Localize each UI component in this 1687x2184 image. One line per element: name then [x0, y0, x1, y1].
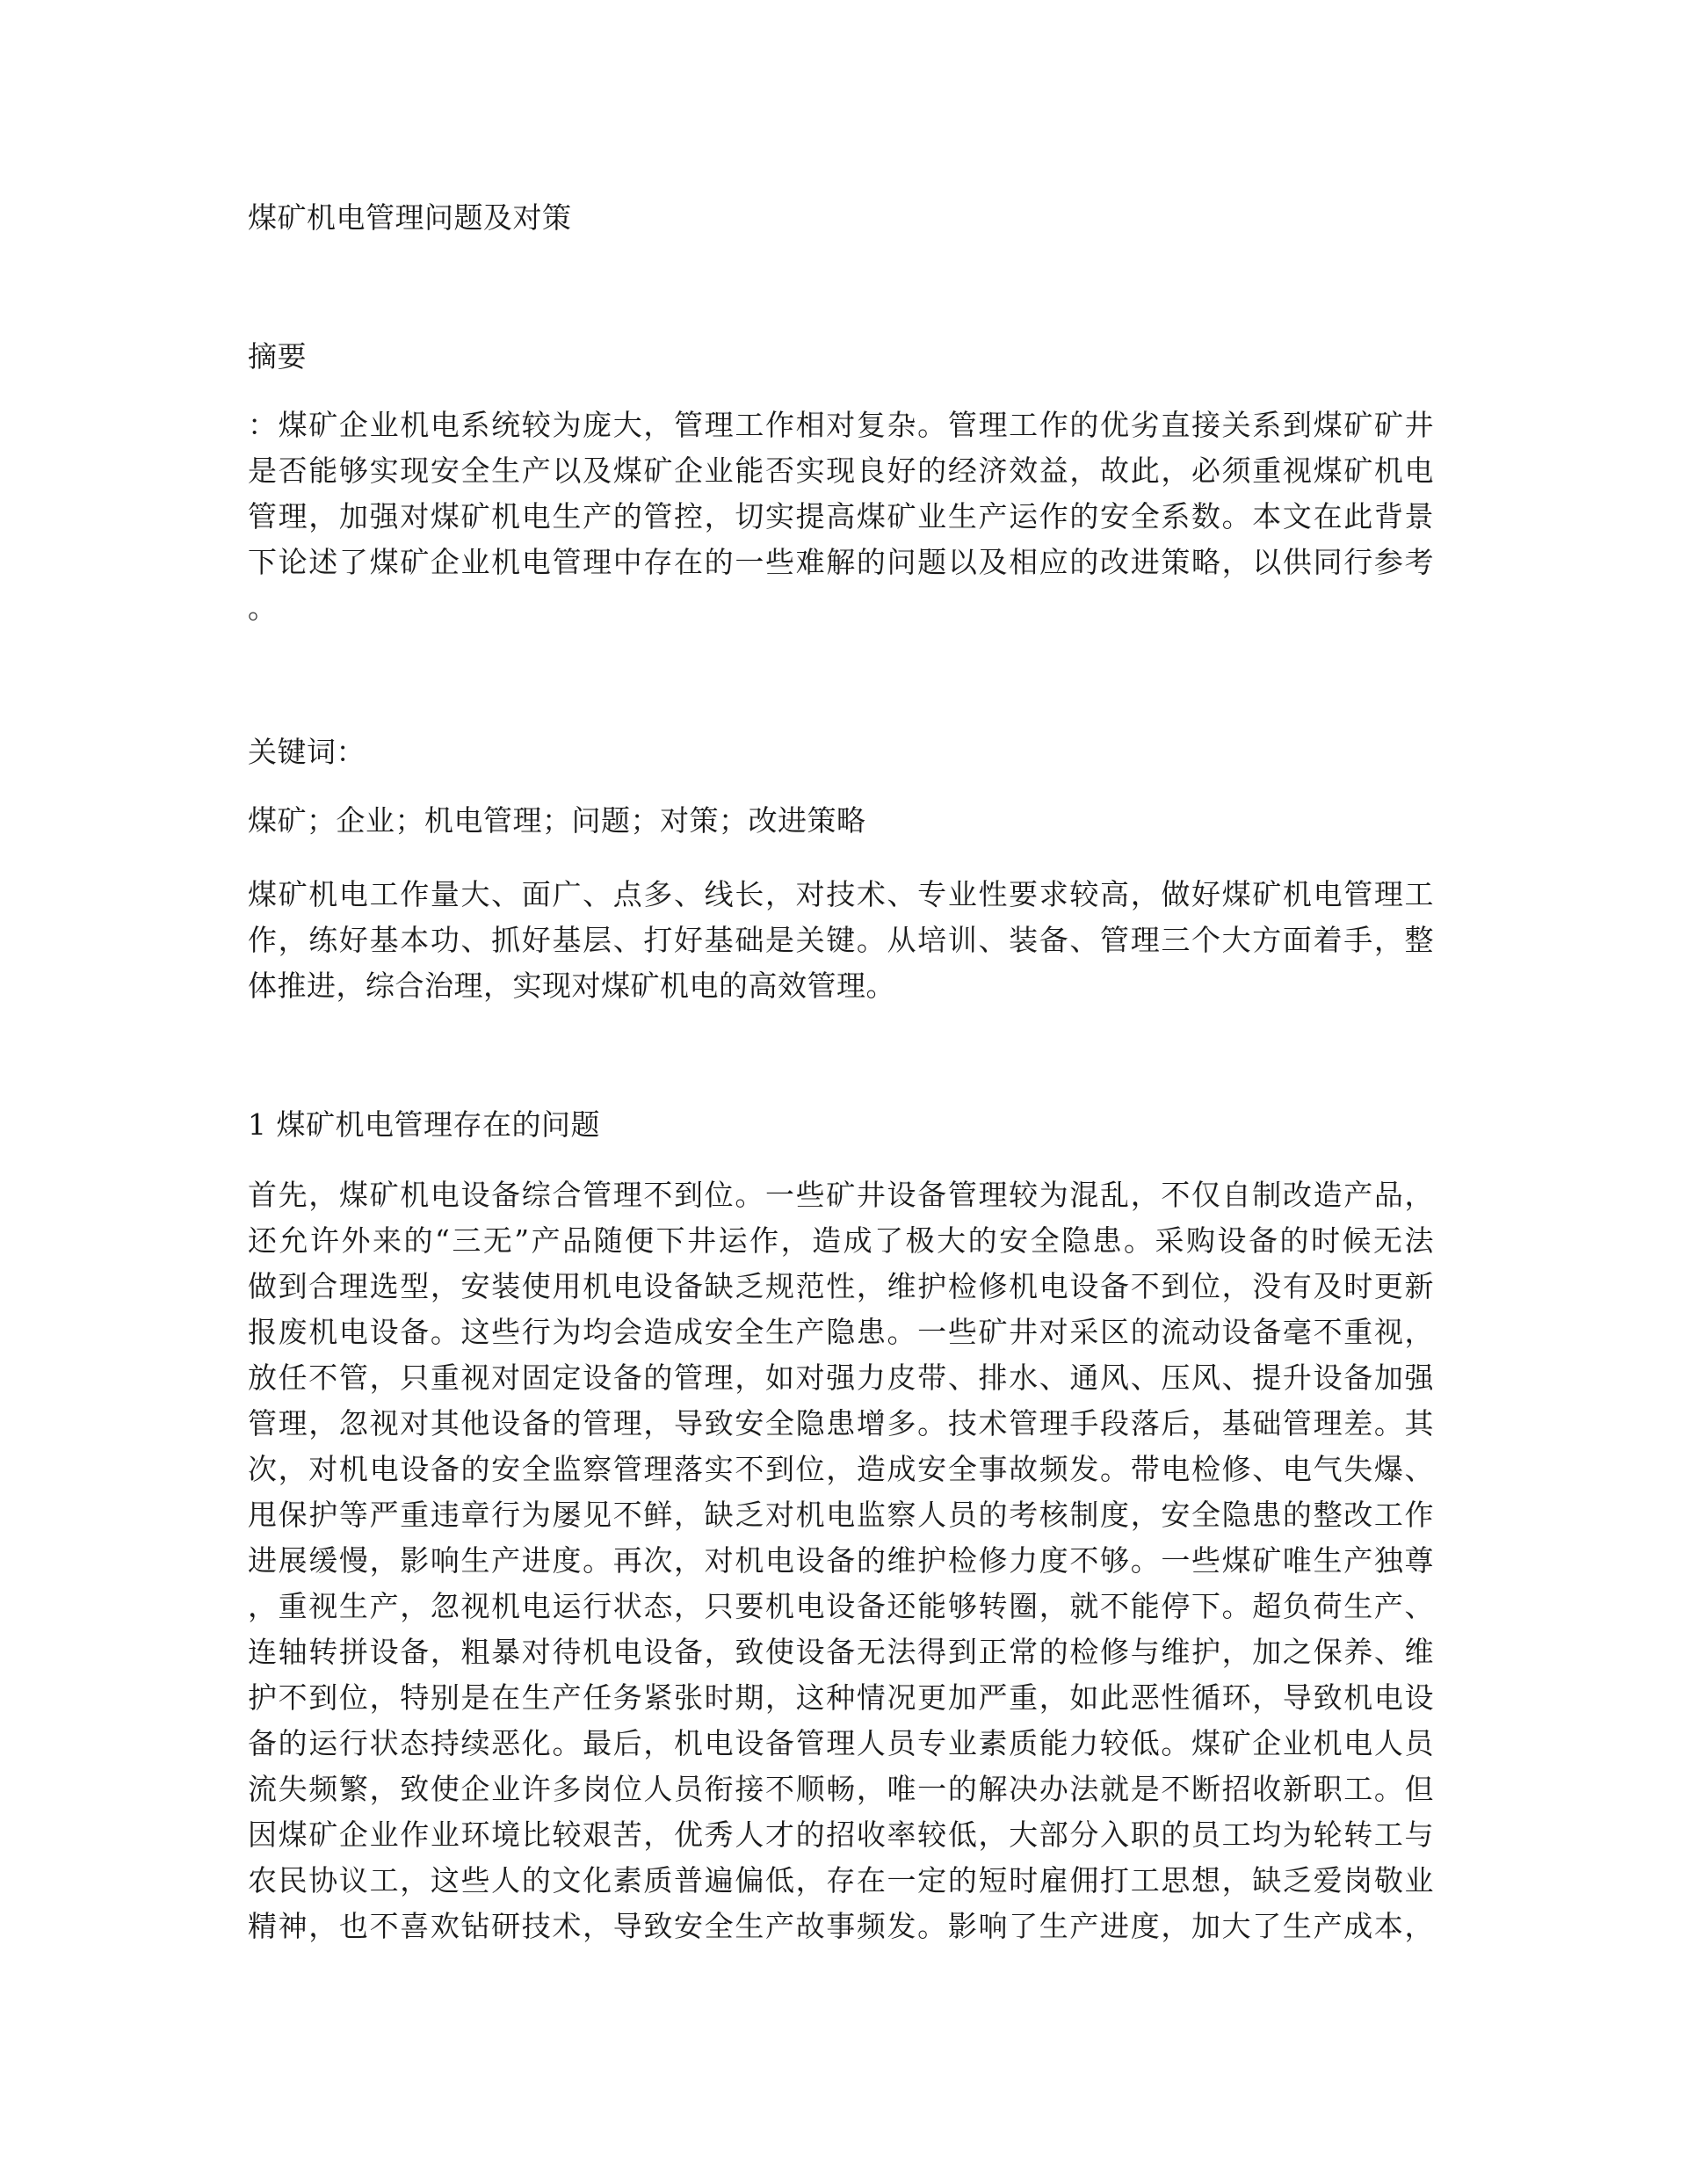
- document-title: 煤矿机电管理问题及对策: [248, 200, 572, 235]
- intro-line: 体推进，综合治理，实现对煤矿机电的高效管理。: [248, 969, 895, 1003]
- section-line: ，重视生产，忽视机电运行状态，只要机电设备还能够转圈，就不能停下。超负荷生产、: [248, 1589, 1434, 1623]
- abstract-line: 是否能够实现安全生产以及煤矿企业能否实现良好的经济效益，故此，必须重视煤矿机电: [248, 453, 1434, 488]
- keywords: 煤矿；企业；机电管理；问题；对策；改进策略: [248, 803, 866, 838]
- section-line: 报废机电设备。这些行为均会造成安全生产隐患。一些矿井对采区的流动设备毫不重视，: [248, 1315, 1434, 1349]
- section-line: 备的运行状态持续恶化。最后，机电设备管理人员专业素质能力较低。煤矿企业机电人员: [248, 1726, 1434, 1760]
- section-line: 甩保护等严重违章行为屡见不鲜，缺乏对机电监察人员的考核制度，安全隐患的整改工作: [248, 1498, 1434, 1532]
- section-line: 放任不管，只重视对固定设备的管理，如对强力皮带、排水、通风、压风、提升设备加强: [248, 1360, 1434, 1395]
- intro-line: 煤矿机电工作量大、面广、点多、线长，对技术、专业性要求较高，做好煤矿机电管理工: [248, 877, 1434, 911]
- section-line: 还允许外来的“三无”产品随便下井运作，造成了极大的安全隐患。采购设备的时候无法: [248, 1223, 1434, 1258]
- section-line: 做到合理选型，安装使用机电设备缺乏规范性，维护检修机电设备不到位，没有及时更新: [248, 1269, 1434, 1303]
- abstract-heading: 摘要: [248, 339, 307, 374]
- section-line: 管理，忽视对其他设备的管理，导致安全隐患增多。技术管理手段落后，基础管理差。其: [248, 1406, 1434, 1440]
- section-line: 进展缓慢，影响生产进度。再次，对机电设备的维护检修力度不够。一些煤矿唯生产独尊: [248, 1543, 1434, 1578]
- section-line: 首先，煤矿机电设备综合管理不到位。一些矿井设备管理较为混乱，不仅自制改造产品，: [248, 1178, 1434, 1212]
- intro-line: 作，练好基本功、抓好基层、打好基础是关键。从培训、装备、管理三个大方面着手，整: [248, 923, 1434, 957]
- section-line: 连轴转拼设备，粗暴对待机电设备，致使设备无法得到正常的检修与维护，加之保养、维: [248, 1635, 1434, 1669]
- section-line: 护不到位，特别是在生产任务紧张时期，这种情况更加严重，如此恶性循环，导致机电设: [248, 1680, 1434, 1715]
- section-line: 次，对机电设备的安全监察管理落实不到位，造成安全事故频发。带电检修、电气失爆、: [248, 1452, 1434, 1486]
- abstract-line: ：煤矿企业机电系统较为庞大，管理工作相对复杂。管理工作的优劣直接关系到煤矿矿井: [248, 408, 1434, 442]
- keywords-heading: 关键词：: [248, 735, 366, 769]
- abstract-line: 。: [248, 591, 278, 625]
- abstract-line: 下论述了煤矿企业机电管理中存在的一些难解的问题以及相应的改进策略，以供同行参考: [248, 545, 1434, 579]
- section-line: 流失频繁，致使企业许多岗位人员衔接不顺畅，唯一的解决办法就是不断招收新职工。但: [248, 1772, 1434, 1806]
- section-heading: 1 煤矿机电管理存在的问题: [248, 1107, 600, 1142]
- abstract-line: 管理，加强对煤矿机电生产的管控，切实提高煤矿业生产运作的安全系数。本文在此背景: [248, 499, 1434, 533]
- section-line: 因煤矿企业作业环境比较艰苦，优秀人才的招收率较低，大部分入职的员工均为轮转工与: [248, 1818, 1434, 1852]
- section-line: 精神，也不喜欢钻研技术，导致安全生产故事频发。影响了生产进度，加大了生产成本，: [248, 1909, 1434, 1943]
- section-line: 农民协议工，这些人的文化素质普遍偏低，存在一定的短时雇佣打工思想，缺乏爱岗敬业: [248, 1863, 1434, 1897]
